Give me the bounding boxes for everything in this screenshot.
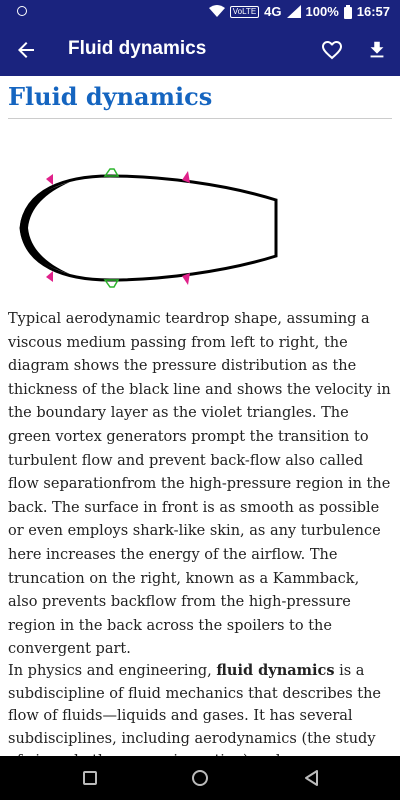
battery-percent: 100%: [305, 4, 339, 19]
airfoil-outline: [21, 176, 276, 280]
battery-icon: [344, 5, 352, 19]
clock: 16:57: [356, 4, 390, 19]
page-title: Fluid dynamics: [8, 82, 213, 111]
arrow-back-icon[interactable]: [14, 38, 38, 62]
navigation-bar: [0, 756, 400, 800]
notification-icon: [17, 6, 27, 16]
lead-text-before: In physics and engineering,: [8, 663, 217, 679]
download-icon[interactable]: [366, 38, 388, 62]
velocity-triangle-front-bottom: [46, 271, 53, 282]
status-icons: [209, 4, 390, 19]
home-icon[interactable]: [190, 768, 210, 788]
teardrop-diagram: [10, 168, 290, 288]
recent-apps-icon[interactable]: [80, 768, 100, 788]
volte-badge: VoLTE: [230, 6, 259, 18]
app-bar: [0, 24, 400, 76]
status-bar: [0, 0, 400, 24]
network-type: 4G: [264, 4, 282, 19]
pressure-thick-front: [20, 182, 70, 274]
back-triangle-icon[interactable]: [302, 768, 322, 788]
heart-outline-icon[interactable]: [320, 38, 344, 62]
image-caption: Typical aerodynamic teardrop shape, assuming a viscous medium passing from left to right, the diagram shows the pressure distribution as the thickness of the black line and shows the velocity in the boundary layer as the violet triangles. The green vortex generators prompt the transition to turbulent flow and prevent back-flow also called flow separationfrom the high-pressure region in the back. The surface in front is as smooth as possible or even employs shark-like skin, as any turbulence here increases the energy of the airflow. The truncation on the right, known as a Kammback, also prevents backflow from the high-pressure region in the back across the spoilers to the convergent part.: [8, 311, 391, 658]
wifi-icon: [209, 5, 225, 18]
article-content[interactable]: [0, 76, 400, 756]
lead-term: fluid dynamics: [216, 662, 335, 679]
velocity-triangle-front-top: [46, 174, 53, 185]
title-divider: [8, 118, 392, 119]
app-bar-title: Fluid dynamics: [68, 38, 207, 59]
signal-icon: [287, 5, 301, 18]
lead-text-after: is a subdiscipline of fluid mechanics that describes the flow of fluids—liquids and gases. It has several subdisciplines, including aerodynamics (the study: [8, 663, 381, 747]
